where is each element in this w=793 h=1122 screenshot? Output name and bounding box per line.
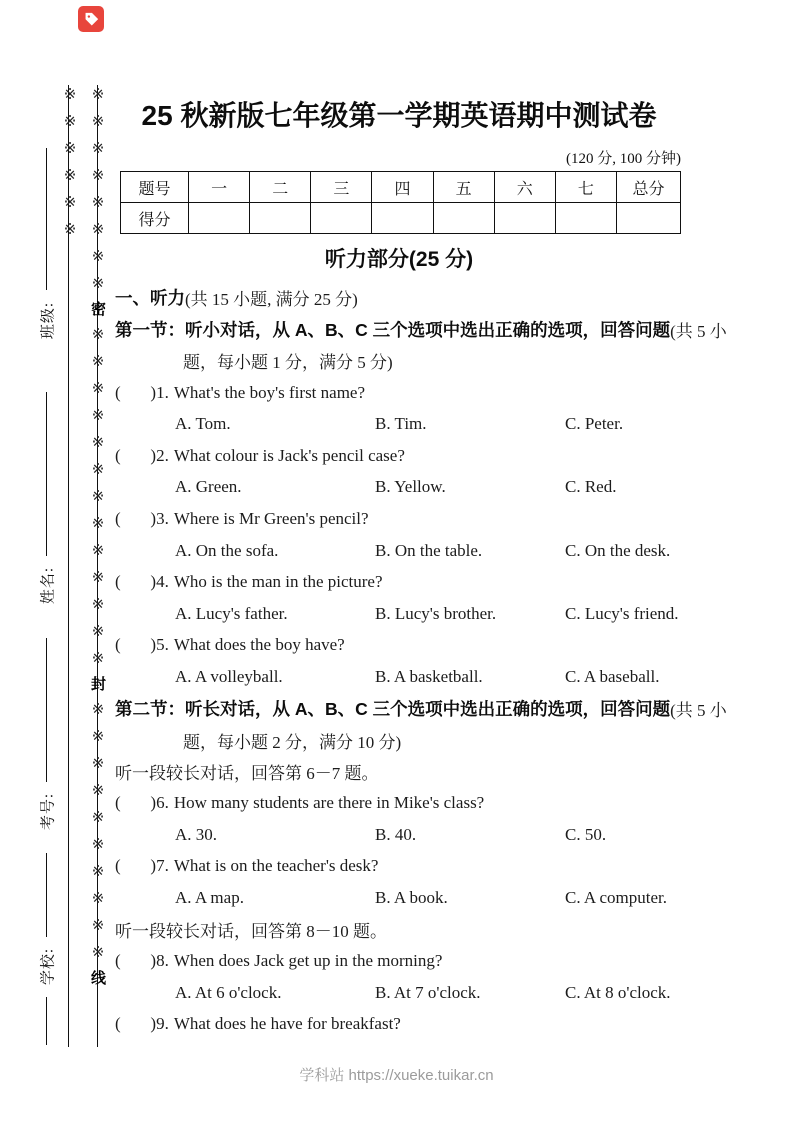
option-a: A. Green. [175, 477, 242, 497]
question-text: What does he have for breakfast? [173, 1014, 401, 1034]
seal-line-symbols: ※※※※※※※※密※※※※※※※※※※※※※封※※※※※※※※※※线※※※※※※ [61, 85, 105, 994]
question-3 [115, 503, 683, 535]
option-a: A. Tom. [175, 414, 231, 434]
field-blank-line [46, 148, 47, 290]
score-table-score-row [121, 203, 681, 234]
score-empty-cell [250, 203, 311, 234]
listening-section-title: 听力部分(25 分) [324, 248, 474, 271]
part1-heading-cont: 题，每小题 1 分，满分 5 分) [183, 353, 393, 373]
field-label-class: 班级: [40, 301, 57, 340]
answer-blank[interactable]: ( ) [115, 445, 157, 465]
seal-char-mi: 密 [89, 301, 105, 325]
page-title: 25 秋新版七年级第一学期英语期中测试卷 [141, 100, 657, 131]
option-a: A. A volleyball. [175, 666, 283, 686]
question-5 [115, 630, 683, 662]
score-table-cell: 七 [555, 172, 616, 203]
question-1 [115, 377, 683, 409]
option-b: B. At 7 o'clock. [375, 982, 481, 1002]
score-empty-cell [617, 203, 681, 234]
option-a: A. 30. [175, 824, 218, 844]
score-empty-cell [433, 203, 494, 234]
question-text: How many students are there in Mike's class? [173, 793, 485, 813]
answer-blank[interactable]: ( ) [115, 856, 157, 876]
option-a: A. Lucy's father. [175, 603, 288, 623]
dialog-note-8-10: 听一段较长对话，回答第 8－10 题。 [115, 922, 387, 942]
part2-heading: 第二节：听长对话，从 A、B、C 三个选项中选出正确的选项，回答问题 (共 5 小 [115, 693, 683, 725]
option-c: C. On the desk. [565, 540, 671, 560]
score-table-cell: 一 [189, 172, 250, 203]
field-label-school: 学校: [40, 947, 57, 986]
question-text: Where is Mr Green's pencil? [173, 508, 369, 528]
listening-overview-heading: 一、听力 [115, 288, 185, 309]
seal-char-feng: 封 [89, 676, 105, 700]
option-b: B. 40. [375, 824, 417, 844]
option-b: B. A basketball. [375, 666, 483, 686]
option-a: A. At 6 o'clock. [175, 982, 282, 1002]
part2-heading-bold: 第二节：听长对话，从 A、B、C 三个选项中选出正确的选项，回答问题 [115, 699, 671, 720]
score-empty-cell [555, 203, 616, 234]
field-label-exam-no: 考号: [40, 792, 57, 831]
option-b: B. Yellow. [375, 477, 446, 497]
option-b: B. On the table. [375, 540, 483, 560]
question-number: 9. [156, 1014, 169, 1034]
score-table-cell: 三 [311, 172, 372, 203]
question-number: 6. [156, 793, 169, 813]
exam-meta: (120 分, 100 分钟) [566, 151, 681, 167]
score-table-cell: 题号 [121, 172, 189, 203]
score-table-header-row [121, 172, 681, 203]
field-label-name: 姓名: [40, 566, 57, 605]
question-8 [115, 945, 683, 977]
question-number: 8. [156, 951, 169, 971]
score-empty-cell [189, 203, 250, 234]
seal-line-column [61, 85, 105, 1047]
question-3-options [115, 535, 683, 567]
question-2-options [115, 472, 683, 504]
question-text: What does the boy have? [173, 635, 345, 655]
score-row-label: 得分 [121, 203, 189, 234]
option-c: C. At 8 o'clock. [565, 982, 671, 1002]
field-blank-line [46, 392, 47, 556]
answer-blank[interactable]: ( ) [115, 1014, 157, 1034]
question-number: 2. [156, 445, 169, 465]
question-number: 1. [156, 382, 169, 402]
field-blank-line [46, 997, 47, 1045]
question-text: When does Jack get up in the morning? [173, 951, 443, 971]
part1-heading-bold: 第一节：听小对话，从 A、B、C 三个选项中选出正确的选项，回答问题 [115, 319, 671, 340]
field-blank-line [46, 853, 47, 937]
option-c: C. Lucy's friend. [565, 603, 679, 623]
listening-overview: 一、听力 (共 15 小题, 满分 25 分) [115, 282, 683, 314]
answer-blank[interactable]: ( ) [115, 793, 157, 813]
score-table-cell: 六 [494, 172, 555, 203]
part1-heading: 第一节：听小对话，从 A、B、C 三个选项中选出正确的选项，回答问题 (共 5 小 [115, 314, 683, 346]
option-b: B. Lucy's brother. [375, 603, 497, 623]
question-number: 7. [156, 856, 169, 876]
score-table-cell: 总分 [617, 172, 681, 203]
score-table-cell: 五 [433, 172, 494, 203]
red-tag-icon[interactable] [78, 6, 104, 32]
question-text: What is on the teacher's desk? [173, 856, 379, 876]
answer-blank[interactable]: ( ) [115, 508, 157, 528]
question-6 [115, 788, 683, 820]
tag-glyph [83, 11, 100, 28]
question-2 [115, 440, 683, 472]
question-4 [115, 566, 683, 598]
answer-blank[interactable]: ( ) [115, 572, 157, 592]
source-watermark: 学科站 https://xueke.tuikar.cn [299, 1067, 494, 1084]
question-6-options [115, 819, 683, 851]
score-table [120, 171, 681, 234]
question-text: What's the boy's first name? [173, 382, 366, 402]
option-b: B. A book. [375, 888, 448, 908]
option-c: C. Red. [565, 477, 617, 497]
score-table-cell: 四 [372, 172, 433, 203]
question-7 [115, 851, 683, 883]
score-empty-cell [311, 203, 372, 234]
question-7-options [115, 882, 683, 914]
question-number: 5. [156, 635, 169, 655]
option-c: C. A computer. [565, 888, 667, 908]
question-8-options [115, 977, 683, 1009]
option-a: A. On the sofa. [175, 540, 279, 560]
seal-char-xian: 线 [89, 970, 105, 994]
option-c: C. A baseball. [565, 666, 660, 686]
question-number: 3. [156, 508, 169, 528]
score-table-cell: 二 [250, 172, 311, 203]
score-empty-cell [494, 203, 555, 234]
answer-blank[interactable]: ( ) [115, 382, 157, 402]
option-c: C. 50. [565, 824, 607, 844]
option-c: C. Peter. [565, 414, 624, 434]
part2-heading-cont: 题，每小题 2 分，满分 10 分) [183, 732, 402, 752]
dialog-note-6-7: 听一段较长对话，回答第 6－7 题。 [115, 764, 379, 784]
option-a: A. A map. [175, 888, 244, 908]
question-number: 4. [156, 572, 169, 592]
question-4-options [115, 598, 683, 630]
question-1-options [115, 408, 683, 440]
question-5-options [115, 661, 683, 693]
question-9 [115, 1009, 683, 1041]
answer-blank[interactable]: ( ) [115, 951, 157, 971]
question-text: Who is the man in the picture? [173, 572, 383, 592]
score-empty-cell [372, 203, 433, 234]
question-text: What colour is Jack's pencil case? [173, 445, 405, 465]
field-blank-line [46, 638, 47, 782]
option-b: B. Tim. [375, 414, 427, 434]
answer-blank[interactable]: ( ) [115, 635, 157, 655]
